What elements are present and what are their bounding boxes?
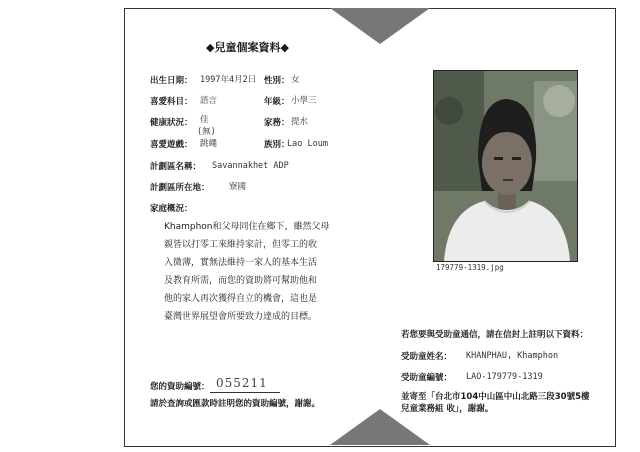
photo-caption: 179779-1319.jpg xyxy=(436,263,504,272)
grade-label: 年級： xyxy=(264,97,290,107)
game-value: 跳繩 xyxy=(200,139,218,149)
family-label: 家庭概況： xyxy=(150,204,193,214)
birth-value: 1997年4月2日 xyxy=(200,75,257,85)
subject-label: 喜愛科目： xyxy=(150,97,193,107)
chores-value: 提水 xyxy=(291,117,309,127)
birth-label: 出生日期： xyxy=(150,76,193,86)
health-label: 健康狀況： xyxy=(150,118,193,128)
game-label: 喜愛遊戲： xyxy=(150,140,193,150)
plan-value: Savannakhet ADP xyxy=(212,161,289,171)
subject-value: 語言 xyxy=(200,96,218,106)
gender-label: 性別： xyxy=(264,76,290,86)
mail-address-line-1: 並寄至「台北市104中山區中山北路三段30號5樓 xyxy=(401,392,590,402)
mail-address-line-2: 兒童業務組 收」，謝謝。 xyxy=(401,404,494,414)
grade-value: 小學三 xyxy=(291,96,317,106)
sponsor-number-label: 您的資助編號： xyxy=(150,382,210,392)
photo-corner-top xyxy=(330,8,430,44)
sponsor-number-underline xyxy=(210,392,280,393)
ethnic-value: Lao Loum xyxy=(287,139,328,149)
plan-label: 計劃區名稱： xyxy=(150,162,202,172)
country-label: 計劃區所在地： xyxy=(150,183,210,193)
child-photo xyxy=(433,70,578,262)
health-note: (無) xyxy=(197,127,216,137)
family-paragraph xyxy=(164,218,384,326)
page-title: ◆兒童個案資料◆ xyxy=(206,41,289,54)
health-value: 佳 xyxy=(200,115,209,125)
gender-value: 女 xyxy=(291,75,300,85)
chores-label: 家務： xyxy=(264,118,290,128)
child-id-value: LAO-179779-1319 xyxy=(466,372,543,382)
sponsor-number-handwritten: 055211 xyxy=(216,376,268,390)
family-line: 入微薄，實無法維持一家人的基本生活 xyxy=(164,258,318,268)
correspondence-heading: 若您要與受助童通信，請在信封上註明以下資料： xyxy=(401,330,589,340)
child-name-label: 受助童姓名： xyxy=(401,352,453,362)
family-line: 臺灣世界展望會所要致力達成的目標。 xyxy=(164,312,318,322)
sponsor-note: 請於查詢或匯款時註明您的資助編號，謝謝。 xyxy=(150,399,321,409)
ethnic-label: 族別： xyxy=(264,140,290,150)
child-name-value: KHANPHAU, Khamphon xyxy=(466,351,559,361)
country-value: 寮國 xyxy=(229,182,247,192)
family-line: 及教育所需，而您的資助將可幫助他和 xyxy=(164,276,318,286)
family-line: Khamphon和父母同住在鄉下，雖然父母 xyxy=(164,222,330,232)
photo-corner-bottom xyxy=(330,409,430,445)
family-line: 親皆以打零工來維持家計，但零工的收 xyxy=(164,240,318,250)
family-line: 他的家人再次獲得自立的機會，這也是 xyxy=(164,294,318,304)
child-id-label: 受助童編號： xyxy=(401,373,453,383)
child-portrait-image xyxy=(434,71,577,261)
